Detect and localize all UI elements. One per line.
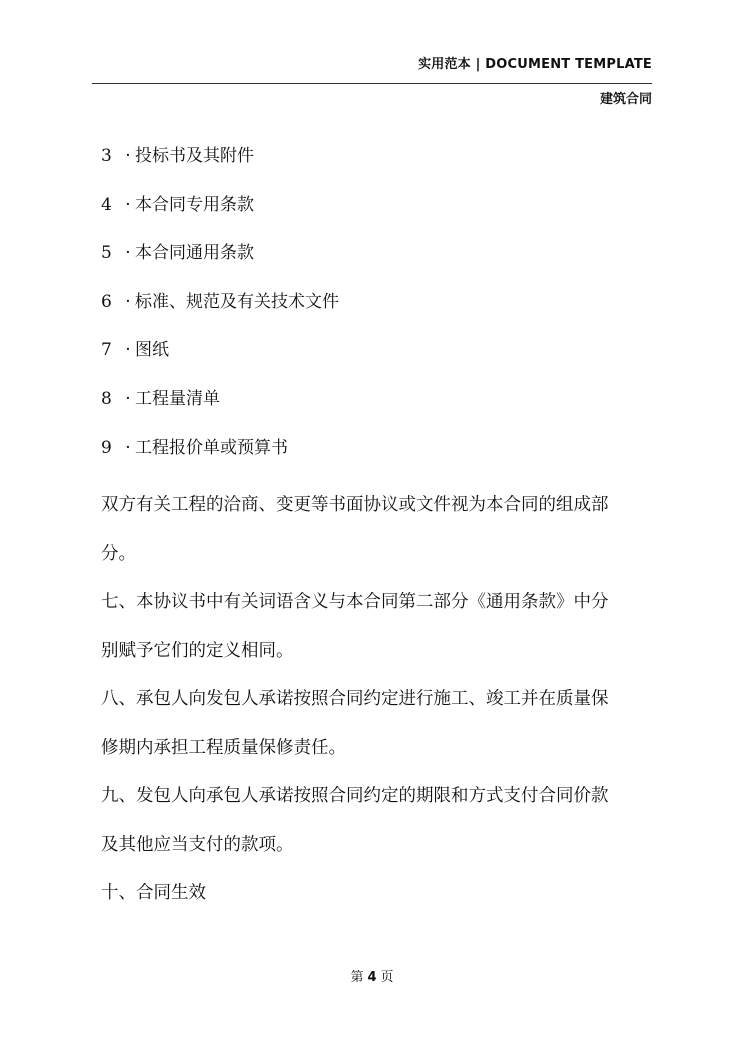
list-item <box>101 141 661 190</box>
list-item <box>101 287 661 336</box>
footer-suffix: 页 <box>380 970 394 985</box>
item-text: 标准、规范及有关技术文件 <box>135 291 339 312</box>
item-number: 6 <box>101 291 112 312</box>
paragraph-line: 八、承包人向发包人承诺按照合同约定进行施工、竣工并在质量保 <box>101 689 609 710</box>
paragraph-line: 九、发包人向承包人承诺按照合同约定的期限和方式支付合同价款 <box>101 786 609 807</box>
paragraph-clause-10 <box>101 869 661 918</box>
paragraph-line: 七、本协议书中有关词语含义与本合同第二部分《通用条款》中分 <box>101 592 609 613</box>
footer-prefix: 第 <box>350 970 364 985</box>
header-subtitle: 建筑合同 <box>599 92 652 107</box>
paragraph-documents <box>101 481 661 578</box>
paragraph-clause-8 <box>101 675 661 772</box>
document-body <box>101 141 661 918</box>
paragraph-line: 及其他应当支付的款项。 <box>101 834 294 855</box>
paragraph-clause-9 <box>101 772 661 869</box>
item-number: 5 <box>101 243 112 264</box>
paragraph-line: 十、合同生效 <box>101 883 206 904</box>
item-separator: · <box>125 388 131 409</box>
item-text: 投标书及其附件 <box>135 146 254 166</box>
item-separator: · <box>125 291 131 312</box>
page-footer <box>0 966 744 985</box>
header-title: 实用范本 | DOCUMENT TEMPLATE <box>418 57 652 72</box>
list-item <box>101 335 661 384</box>
page-number: 4 <box>367 970 377 985</box>
list-item <box>101 238 661 287</box>
item-number: 3 <box>101 146 112 166</box>
item-number: 7 <box>101 340 112 361</box>
paragraph-clause-7 <box>101 578 661 675</box>
paragraph-line: 分。 <box>101 543 136 564</box>
item-text: 工程报价单或预算书 <box>135 437 288 458</box>
item-number: 4 <box>101 194 112 215</box>
paragraph-line: 别赋予它们的定义相同。 <box>101 640 294 661</box>
list-item <box>101 384 661 433</box>
list-item <box>101 433 661 482</box>
item-text: 图纸 <box>135 340 169 361</box>
item-number: 8 <box>101 388 112 409</box>
paragraph-line: 双方有关工程的洽商、变更等书面协议或文件视为本合同的组成部 <box>101 495 609 516</box>
item-separator: · <box>125 340 131 361</box>
item-text: 工程量清单 <box>135 388 220 409</box>
item-separator: · <box>125 194 131 215</box>
paragraph-line: 修期内承担工程质量保修责任。 <box>101 737 346 758</box>
item-separator: · <box>125 243 131 264</box>
item-separator: · <box>125 437 131 458</box>
item-separator: · <box>125 146 131 166</box>
item-text: 本合同专用条款 <box>135 194 254 215</box>
list-item <box>101 190 661 239</box>
header-divider <box>92 83 652 84</box>
item-number: 9 <box>101 437 112 458</box>
item-text: 本合同通用条款 <box>135 243 254 264</box>
